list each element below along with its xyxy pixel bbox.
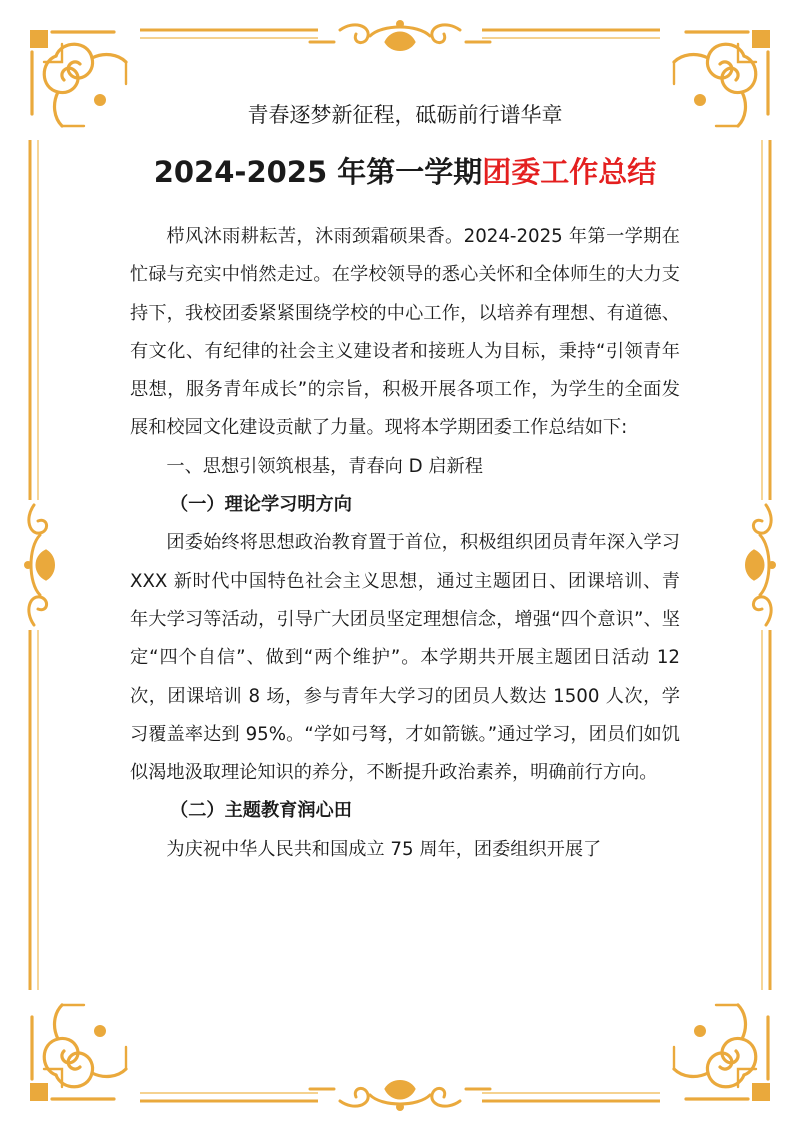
top-center-ornament bbox=[310, 20, 490, 50]
right-center-ornament bbox=[747, 505, 777, 625]
corner-ornament-bottom-right bbox=[674, 1005, 770, 1101]
subsection2-heading: （二）主题教育润心田 bbox=[170, 800, 352, 822]
section1-heading: 一、思想引领筑根基，青春向 D 启新程 bbox=[166, 455, 483, 477]
title-red-part: 团委工作总结 bbox=[482, 155, 657, 189]
corner-ornament-top-left bbox=[30, 30, 126, 126]
bottom-center-ornament bbox=[310, 1082, 490, 1112]
document-body bbox=[130, 218, 680, 869]
left-center-ornament bbox=[24, 505, 54, 625]
corner-ornament-bottom-left bbox=[30, 1005, 126, 1101]
intro-paragraph: 栉风沐雨耕耘苦，沐雨颈霜硕果香。2024-2025 年第一学期在忙碌与充实中悄然走过。在学校领导的悉心关怀和全体师生的大力支持下，我校团委紧紧围绕学校的中心工作，以培养有理想、有道德、有文化、有纪律的社会主义建设者和接班人为目标，秉持“引领青年思想，服务青年成长”的宗旨，积极开展各项工作，为学生的全面发展和校园文化建设贡献了力量。现将本学期团委工作总结如下: bbox=[130, 226, 680, 439]
subsection2-paragraph: 为庆祝中华人民共和国成立 75 周年，团委组织开展了 bbox=[166, 838, 602, 860]
subsection1-heading: （一）理论学习明方向 bbox=[170, 494, 352, 516]
document-subtitle: 青春逐梦新征程，砥砺前行谱华章 bbox=[247, 103, 563, 127]
document-title bbox=[130, 152, 680, 192]
corner-ornament-top-right bbox=[674, 30, 770, 126]
subsection1-paragraph: 团委始终将思想政治教育置于首位，积极组织团员青年深入学习 XXX 新时代中国特色社会主义思想，通过主题团日、团课培训、青年大学习等活动，引导广大团员坚定理想信念，增强“四个意识”、坚定“四个自信”、做到“两个维护”。本学期共开展主题团日活动 12 次，团课培训 8 场，参与青年大学习的团员人数达 1500 人次，学习覆盖率达到 95%。“学如弓弩，才如箭镞。”通过学习，团员们如饥似渴地汲取理论知识的养分，不断提升政治素养，明确前行方向。 bbox=[130, 532, 680, 784]
document-content bbox=[130, 100, 680, 869]
title-black-part: 2024-2025 年第一学期 bbox=[153, 155, 483, 189]
